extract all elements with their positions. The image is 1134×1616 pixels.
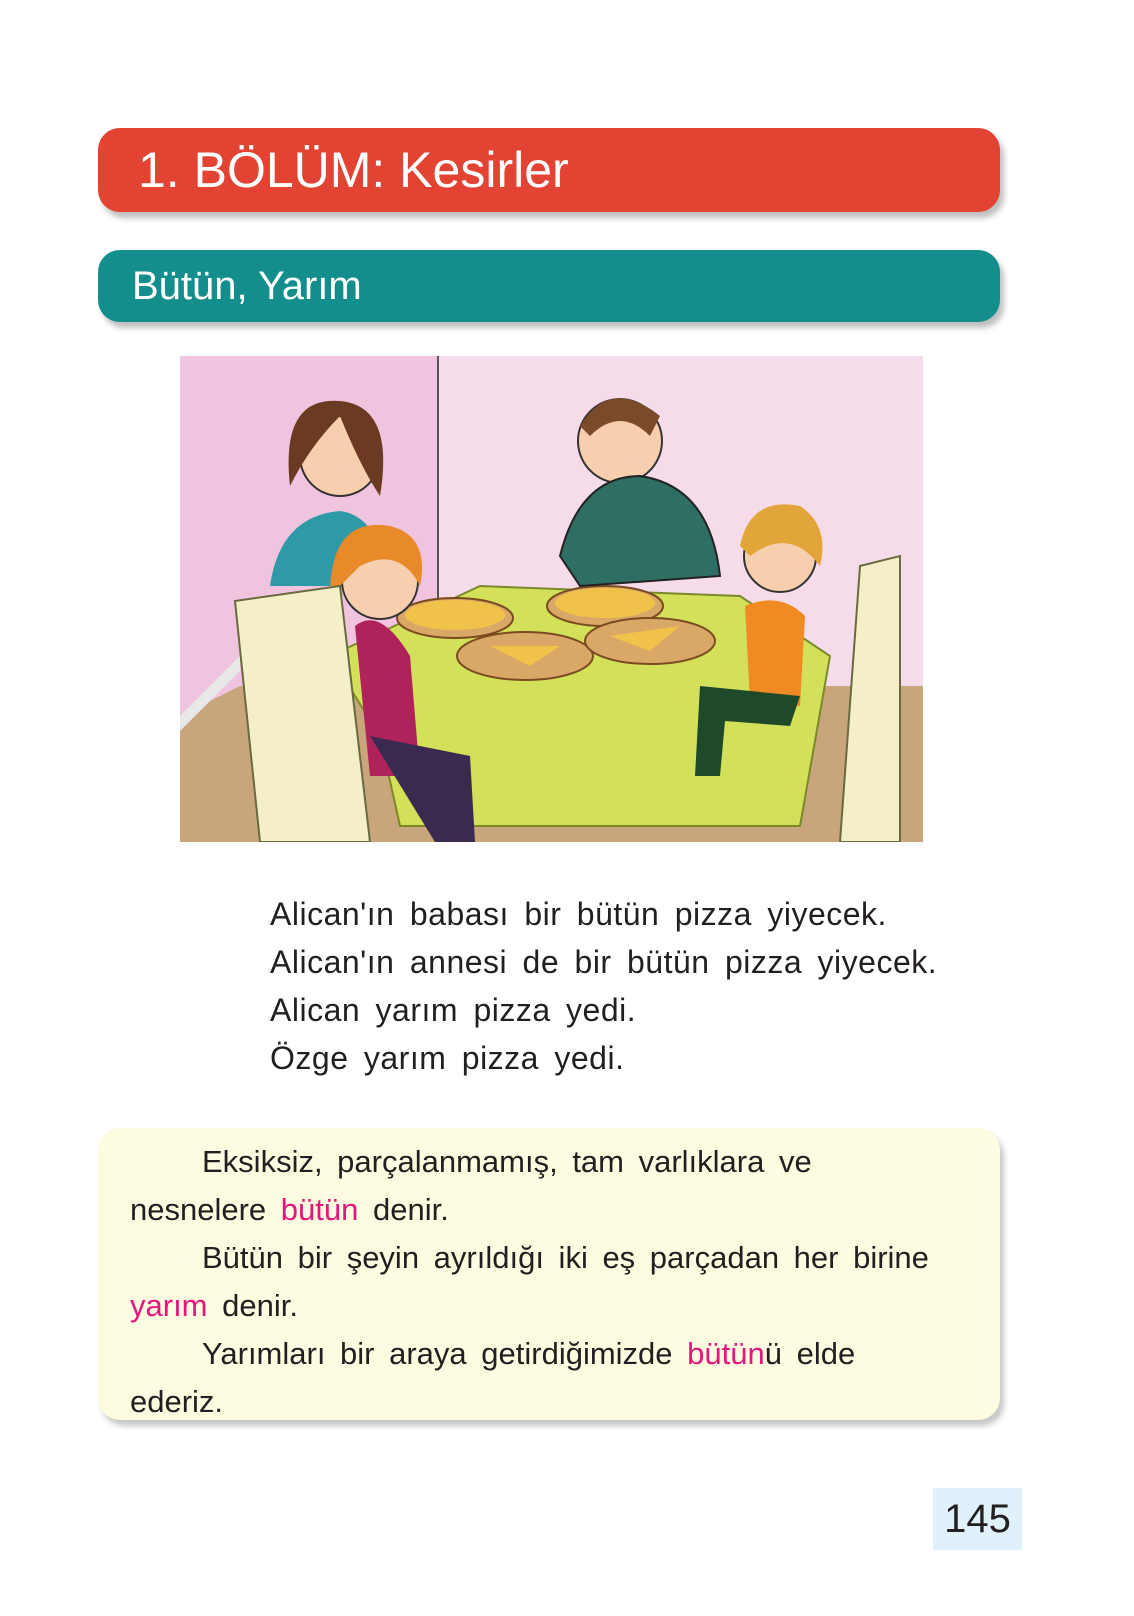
family-pizza-illustration [180, 356, 923, 842]
term-whole: bütün [687, 1336, 765, 1371]
chapter-title: 1. BÖLÜM: Kesirler [98, 128, 1000, 212]
definition-text: denir. [207, 1288, 298, 1323]
definition-text: Eksiksiz, parçalanmamış, tam varlıklara ve nesnelere [130, 1144, 812, 1227]
definition-text: Yarımları bir araya getirdiğimizde [202, 1336, 688, 1371]
definition-text: denir. [358, 1192, 449, 1227]
story-line: Alican yarım pizza yedi. [270, 992, 637, 1028]
definition-whole [130, 1138, 960, 1234]
definition-combine [130, 1330, 960, 1426]
definition-half [130, 1234, 960, 1330]
story-line: Alican'ın annesi de bir bütün pizza yiyecek. [270, 944, 938, 980]
term-whole: bütün [280, 1192, 359, 1227]
page-number: 145 [933, 1488, 1022, 1550]
definition-box [98, 1128, 1000, 1420]
story-line: Alican'ın babası bir bütün pizza yiyecek. [270, 896, 887, 932]
story-line: Özge yarım pizza yedi. [270, 1040, 625, 1076]
section-title: Bütün, Yarım [98, 250, 1000, 322]
definition-text: Bütün bir şeyin ayrıldığı iki eş parçadan her birine [202, 1240, 929, 1275]
story-text [270, 890, 937, 1082]
definition-text: ü elde ederiz. [130, 1336, 856, 1419]
term-half: yarım [130, 1288, 208, 1323]
